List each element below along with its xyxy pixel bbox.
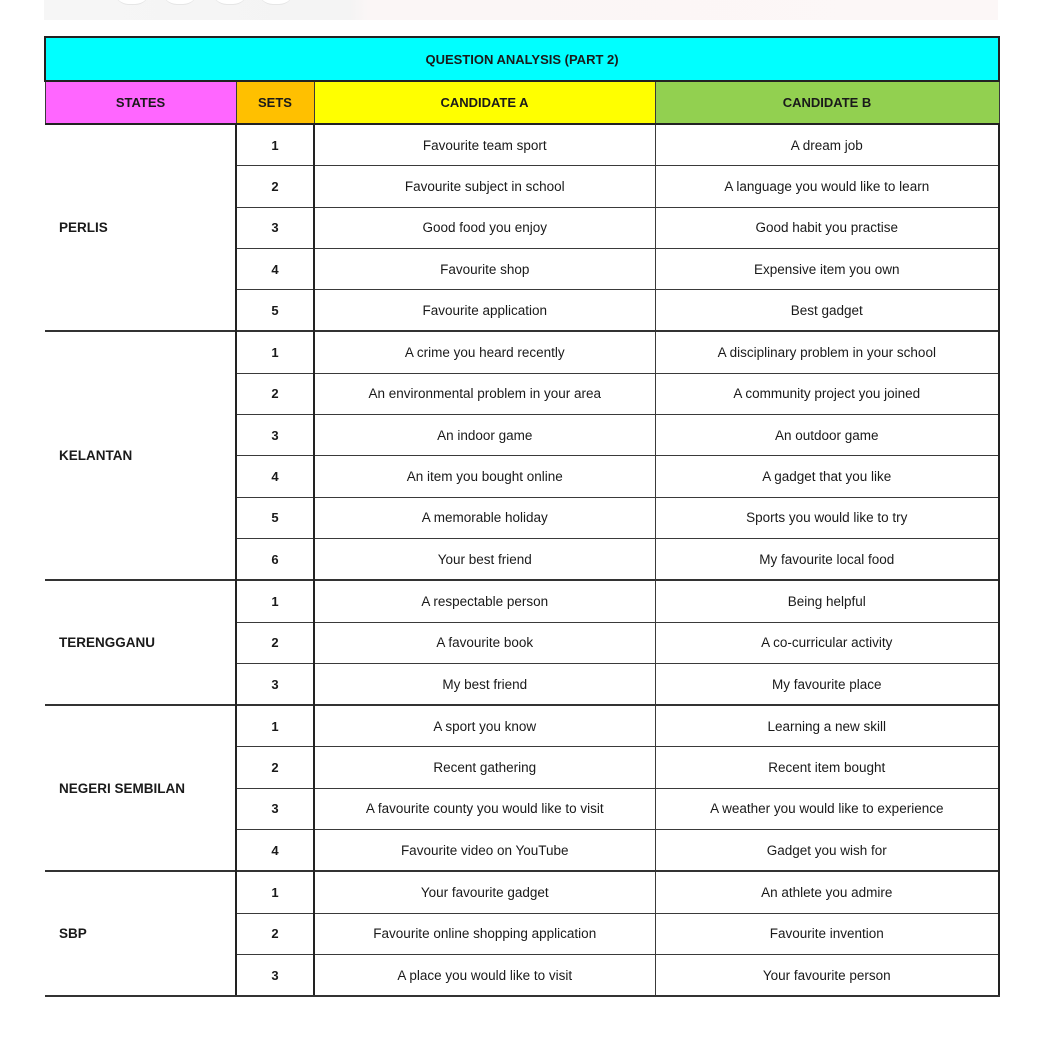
candidate-b-topic: Good habit you practise bbox=[655, 207, 999, 248]
decorative-shape bbox=[162, 0, 198, 5]
candidate-a-topic: Your favourite gadget bbox=[314, 871, 655, 913]
state-name: NEGERI SEMBILAN bbox=[45, 705, 236, 871]
candidate-a-topic: A place you would like to visit bbox=[314, 954, 655, 996]
table-body bbox=[45, 124, 999, 996]
set-number: 1 bbox=[236, 580, 314, 622]
state-name: TERENGGANU bbox=[45, 580, 236, 705]
set-number: 1 bbox=[236, 124, 314, 166]
set-number: 3 bbox=[236, 207, 314, 248]
candidate-b-topic: Favourite invention bbox=[655, 913, 999, 954]
set-number: 1 bbox=[236, 871, 314, 913]
set-number: 2 bbox=[236, 913, 314, 954]
cropped-image-fragment bbox=[44, 0, 998, 20]
state-name: SBP bbox=[45, 871, 236, 996]
set-number: 4 bbox=[236, 456, 314, 497]
candidate-a-topic: Favourite application bbox=[314, 290, 655, 332]
candidate-a-topic: Favourite video on YouTube bbox=[314, 830, 655, 872]
candidate-a-topic: My best friend bbox=[314, 663, 655, 705]
set-number: 5 bbox=[236, 290, 314, 332]
candidate-a-topic: An environmental problem in your area bbox=[314, 373, 655, 414]
candidate-b-topic: An outdoor game bbox=[655, 415, 999, 456]
set-number: 2 bbox=[236, 622, 314, 663]
set-number: 3 bbox=[236, 788, 314, 829]
column-header-candidate-a: CANDIDATE A bbox=[314, 81, 655, 124]
title-row bbox=[45, 37, 999, 81]
candidate-b-topic: My favourite local food bbox=[655, 538, 999, 580]
table-title: QUESTION ANALYSIS (PART 2) bbox=[45, 37, 999, 81]
candidate-b-topic: A weather you would like to experience bbox=[655, 788, 999, 829]
set-number: 6 bbox=[236, 538, 314, 580]
candidate-b-topic: A dream job bbox=[655, 124, 999, 166]
table-row bbox=[45, 871, 999, 913]
candidate-b-topic: Expensive item you own bbox=[655, 248, 999, 289]
candidate-b-topic: Best gadget bbox=[655, 290, 999, 332]
decorative-shape bbox=[212, 0, 248, 5]
candidate-a-topic: A respectable person bbox=[314, 580, 655, 622]
question-analysis-table bbox=[44, 36, 1000, 997]
set-number: 3 bbox=[236, 954, 314, 996]
table-row bbox=[45, 124, 999, 166]
candidate-b-topic: Gadget you wish for bbox=[655, 830, 999, 872]
table-row bbox=[45, 331, 999, 373]
table-row bbox=[45, 705, 999, 747]
candidate-a-topic: A favourite county you would like to visit bbox=[314, 788, 655, 829]
set-number: 5 bbox=[236, 497, 314, 538]
candidate-b-topic: An athlete you admire bbox=[655, 871, 999, 913]
candidate-b-topic: Sports you would like to try bbox=[655, 497, 999, 538]
column-header-sets: SETS bbox=[236, 81, 314, 124]
candidate-b-topic: A gadget that you like bbox=[655, 456, 999, 497]
candidate-b-topic: Your favourite person bbox=[655, 954, 999, 996]
candidate-b-topic: Learning a new skill bbox=[655, 705, 999, 747]
candidate-a-topic: Recent gathering bbox=[314, 747, 655, 788]
candidate-a-topic: A favourite book bbox=[314, 622, 655, 663]
candidate-a-topic: A sport you know bbox=[314, 705, 655, 747]
candidate-b-topic: A disciplinary problem in your school bbox=[655, 331, 999, 373]
set-number: 2 bbox=[236, 747, 314, 788]
candidate-b-topic: A co-curricular activity bbox=[655, 622, 999, 663]
header-row bbox=[45, 81, 999, 124]
set-number: 2 bbox=[236, 373, 314, 414]
column-header-states: STATES bbox=[45, 81, 236, 124]
candidate-a-topic: Favourite subject in school bbox=[314, 166, 655, 207]
decorative-shape bbox=[258, 0, 294, 5]
state-name: KELANTAN bbox=[45, 331, 236, 580]
candidate-b-topic: Recent item bought bbox=[655, 747, 999, 788]
candidate-a-topic: An indoor game bbox=[314, 415, 655, 456]
candidate-b-topic: A community project you joined bbox=[655, 373, 999, 414]
table-row bbox=[45, 580, 999, 622]
set-number: 4 bbox=[236, 248, 314, 289]
candidate-a-topic: A crime you heard recently bbox=[314, 331, 655, 373]
candidate-a-topic: A memorable holiday bbox=[314, 497, 655, 538]
candidate-b-topic: My favourite place bbox=[655, 663, 999, 705]
set-number: 4 bbox=[236, 830, 314, 872]
candidate-b-topic: Being helpful bbox=[655, 580, 999, 622]
candidate-a-topic: Good food you enjoy bbox=[314, 207, 655, 248]
set-number: 1 bbox=[236, 331, 314, 373]
candidate-a-topic: Favourite online shopping application bbox=[314, 913, 655, 954]
set-number: 3 bbox=[236, 415, 314, 456]
column-header-candidate-b: CANDIDATE B bbox=[655, 81, 999, 124]
decorative-shape bbox=[114, 0, 150, 5]
candidate-a-topic: Favourite team sport bbox=[314, 124, 655, 166]
candidate-a-topic: An item you bought online bbox=[314, 456, 655, 497]
candidate-b-topic: A language you would like to learn bbox=[655, 166, 999, 207]
set-number: 1 bbox=[236, 705, 314, 747]
candidate-a-topic: Your best friend bbox=[314, 538, 655, 580]
state-name: PERLIS bbox=[45, 124, 236, 331]
candidate-a-topic: Favourite shop bbox=[314, 248, 655, 289]
set-number: 3 bbox=[236, 663, 314, 705]
set-number: 2 bbox=[236, 166, 314, 207]
